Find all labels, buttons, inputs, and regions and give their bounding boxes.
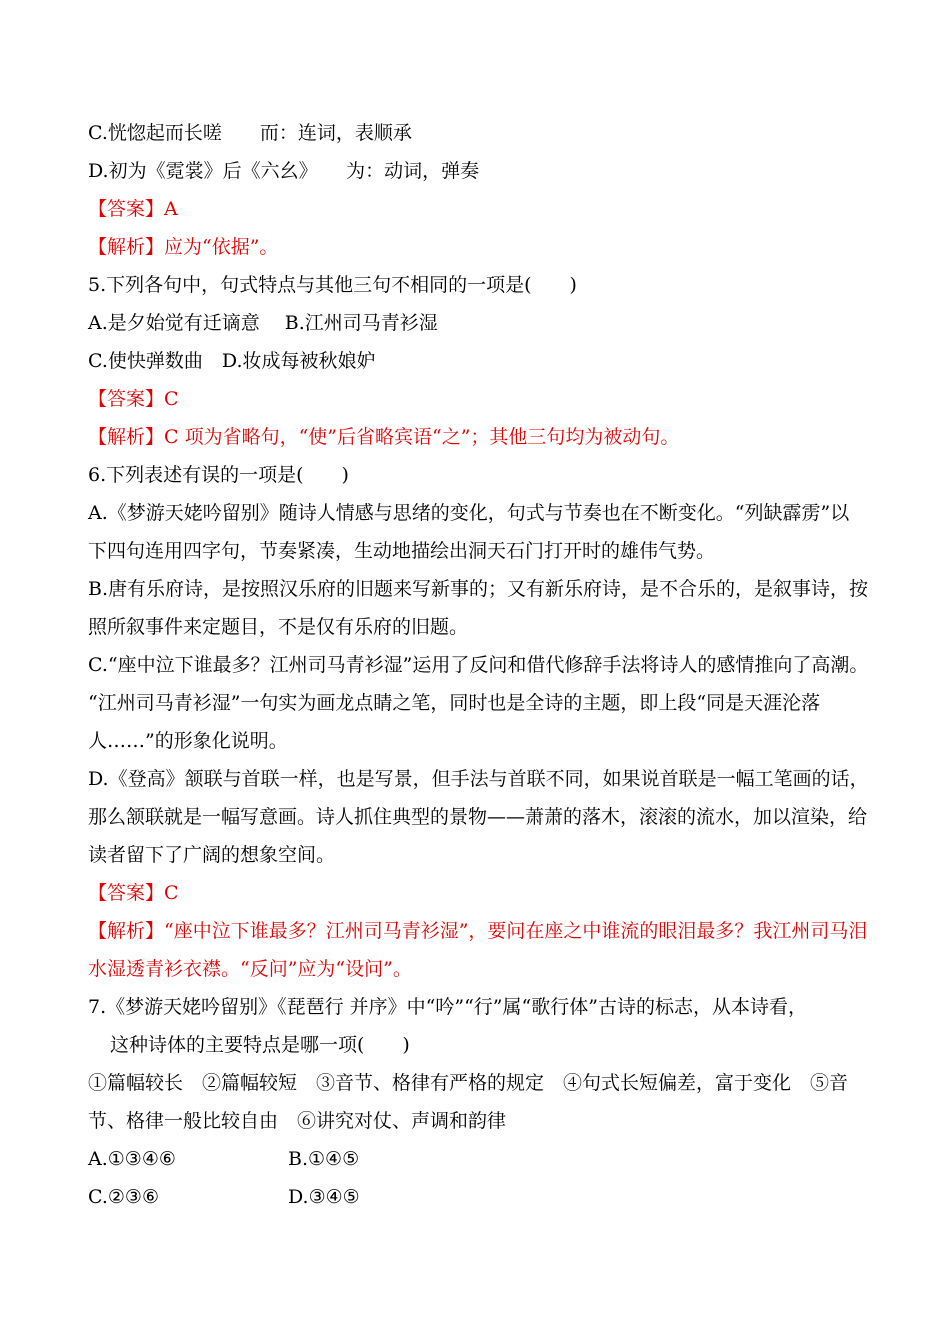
q5-options-ab: A.是夕始觉有迁谪意 B.江州司马青衫湿	[88, 312, 438, 334]
q6-option-b-line1: B.唐有乐府诗，是按照汉乐府的旧题来写新事的；又有新乐府诗，是不合乐的，是叙事诗，按	[88, 578, 869, 600]
q6-analysis-line2: 水湿透青衫衣襟。“反问”应为“设问”。	[88, 958, 412, 980]
q7-options-cd	[88, 1185, 360, 1209]
q7-options-ab	[88, 1147, 360, 1171]
q7-items-line2: 节、格律一般比较自由 ⑥讲究对仗、声调和韵律	[88, 1110, 507, 1132]
q7-option-d: D.③④⑤	[288, 1186, 360, 1208]
q5-options-cd: C.使快弹数曲 D.妆成每被秋娘妒	[88, 350, 376, 372]
q6-answer: 【答案】C	[88, 882, 179, 904]
q4-option-c: C.恍惚起而长嗟 而：连词，表顺承	[88, 122, 412, 144]
q5-analysis: 【解析】C 项为省略句，“使”后省略宾语“之”；其他三句均为被动句。	[88, 426, 680, 448]
q7-stem-line2: 这种诗体的主要特点是哪一项( )	[110, 1034, 410, 1056]
q5-answer: 【答案】C	[88, 388, 179, 410]
q7-option-b: B.①④⑤	[288, 1148, 360, 1170]
q6-option-a-line1: A.《梦游天姥吟留别》随诗人情感与思绪的变化，句式与节奏也在不断变化。“列缺霹雳”以	[88, 502, 850, 524]
q4-analysis: 【解析】应为“依据”。	[88, 236, 279, 258]
q7-stem-line1: 7.《梦游天姥吟留别》《琵琶行 并序》中“吟”“行”属“歌行体”古诗的标志，从本诗看，	[88, 996, 807, 1018]
q4-answer: 【答案】A	[88, 198, 178, 220]
q6-analysis-line1: 【解析】“座中泣下谁最多？江州司马青衫湿”，要问在座之中谁流的眼泪最多？我江州司马泪	[88, 920, 868, 942]
q6-option-b-line2: 照所叙事件来定题目，不是仅有乐府的旧题。	[88, 616, 469, 638]
q4-option-d: D.初为《霓裳》后《六幺》 为：动词，弹奏	[88, 160, 480, 182]
q6-stem: 6.下列表述有误的一项是( )	[88, 464, 349, 486]
q5-stem: 5.下列各句中，句式特点与其他三句不相同的一项是( )	[88, 274, 577, 296]
q6-option-c-line1: C.“座中泣下谁最多？江州司马青衫湿”运用了反问和借代修辞手法将诗人的感情推向了高潮。	[88, 654, 869, 676]
q6-option-c-line3: 人……”的形象化说明。	[88, 730, 288, 752]
q6-option-d-line2: 那么颔联就是一幅写意画。诗人抓住典型的景物——萧萧的落木，滚滚的流水，加以渲染，给	[88, 806, 868, 828]
q6-option-d-line3: 读者留下了广阔的想象空间。	[88, 844, 336, 866]
q6-option-a-line2: 下四句连用四字句，节奏紧凑，生动地描绘出洞天石门打开时的雄伟气势。	[88, 540, 716, 562]
q7-option-a: A.①③④⑥	[88, 1148, 176, 1170]
q6-option-d-line1: D.《登高》颔联与首联一样，也是写景，但手法与首联不同，如果说首联是一幅工笔画的话，	[88, 768, 869, 790]
q6-option-c-line2: “江州司马青衫湿”一句实为画龙点睛之笔，同时也是全诗的主题，即上段“同是天涯沦落	[88, 692, 821, 714]
q7-items-line1: ①篇幅较长 ②篇幅较短 ③音节、格律有严格的规定 ④句式长短偏差，富于变化 ⑤音	[88, 1072, 849, 1094]
q7-option-c: C.②③⑥	[88, 1186, 159, 1208]
